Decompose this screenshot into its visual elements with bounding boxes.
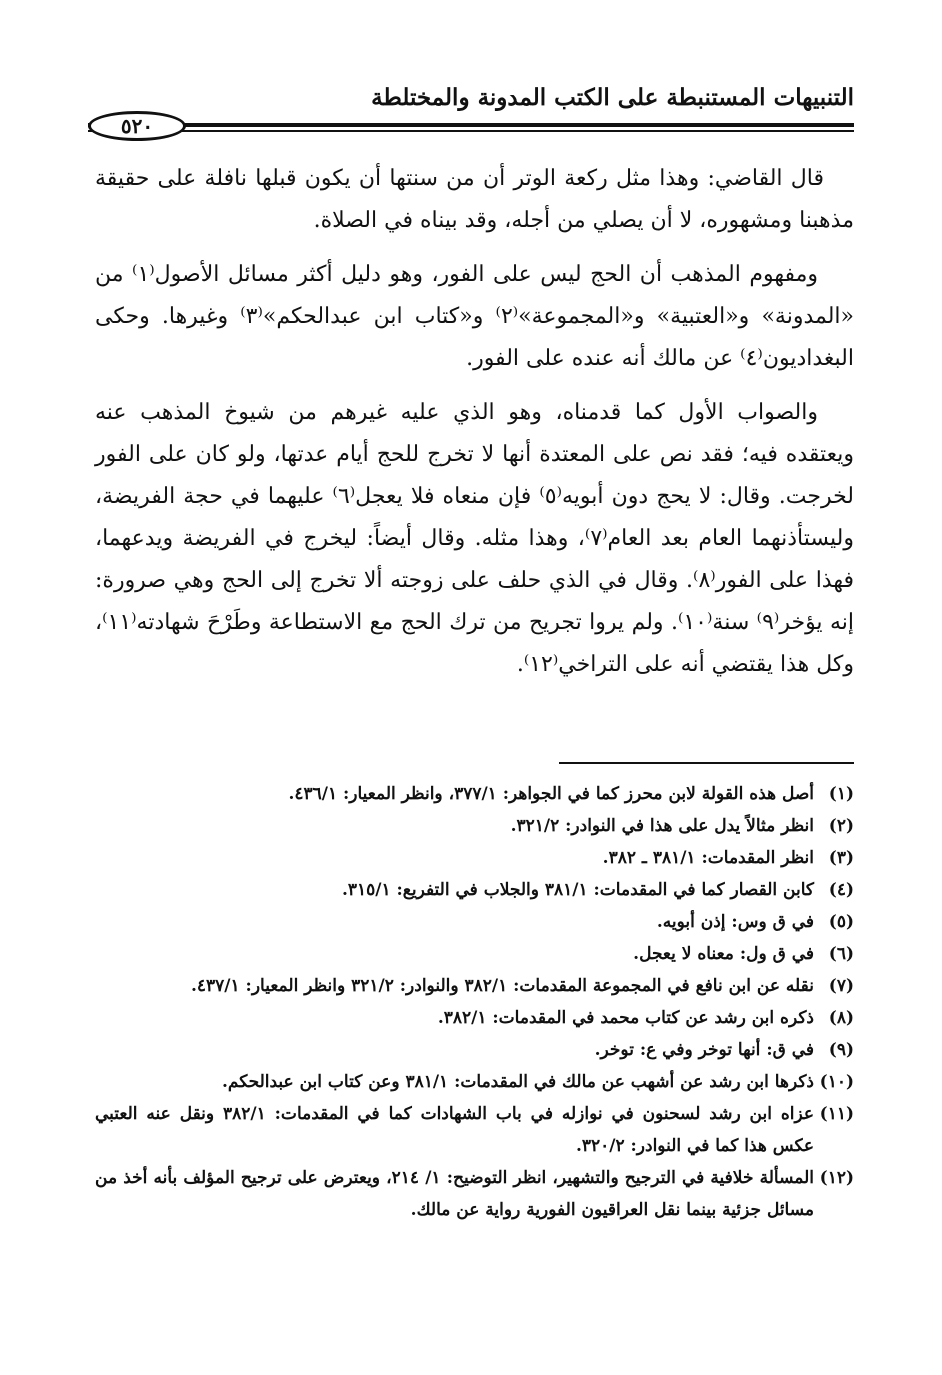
running-title: التنبيهات المستنبطة على الكتب المدونة والمختلطة xyxy=(371,84,854,111)
footnote xyxy=(95,906,854,938)
footnote-number: (٣) xyxy=(828,848,854,868)
footnote xyxy=(95,1002,854,1034)
footnote xyxy=(95,1098,854,1162)
header-rule-thin xyxy=(88,130,854,132)
footnote-text: في ق وس: إذن أبويه. xyxy=(656,912,814,932)
footnote xyxy=(95,1162,854,1226)
footnote xyxy=(95,842,854,874)
footnote-number: (٩) xyxy=(828,1040,854,1060)
footnote-number: (١٢) xyxy=(819,1168,854,1188)
paragraph: قال القاضي: وهذا مثل ركعة الوتر أن من سنتها أن يكون قبلها نافلة على حقيقة مذهبنا ومشهوره، لا أن يصلي من أجله، وقد بيناه في الصلاة. xyxy=(95,166,854,233)
footnote xyxy=(95,874,854,906)
footnote-divider xyxy=(559,762,854,764)
footnote-text: أصل هذه القولة لابن محرز كما في الجواهر: ٣٧٧/١، وانظر المعيار: ٤٣٦/١. xyxy=(288,784,814,804)
footnote-text: عزاه ابن رشد لسحنون في نوازله في باب الشهادات كما في المقدمات: ٣٨٢/١ ونقل عنه العتبي عكس هذا كما في النوادر: ٣٢٠/٢. xyxy=(95,1104,814,1156)
footnote-text: كابن القصار كما في المقدمات: ٣٨١/١ والجلاب في التفريع: ٣١٥/١. xyxy=(341,880,814,900)
footnote-text: انظر مثالاً يدل على هذا في النوادر: ٣٢١/٢. xyxy=(510,816,814,836)
footnote-number: (١٠) xyxy=(819,1072,854,1092)
main-text xyxy=(95,158,854,698)
footnote-number: (١) xyxy=(828,784,854,804)
paragraph: ومفهوم المذهب أن الحج ليس على الفور، وهو دليل أكثر مسائل الأصول⁽١⁾ من «المدونة» و«العتبية» و«المجموعة»⁽٢⁾ و«كتاب ابن عبدالحكم»⁽٣⁾ وغيرها. وحكى البغداديون⁽٤⁾ عن مالك أنه عنده على الفور. xyxy=(95,262,854,371)
footnote xyxy=(95,938,854,970)
page-number: ٥٢٠ xyxy=(88,111,186,141)
footnote-number: (١١) xyxy=(819,1104,854,1124)
footnote xyxy=(95,970,854,1002)
footnote xyxy=(95,1034,854,1066)
footnote xyxy=(95,778,854,810)
footnote-number: (٤) xyxy=(828,880,854,900)
footnote-text: ذكرها ابن رشد عن أشهب عن مالك في المقدمات: ٣٨١/١ وعن كتاب ابن عبدالحكم. xyxy=(221,1072,814,1092)
footnote xyxy=(95,810,854,842)
paragraph: والصواب الأول كما قدمناه، وهو الذي عليه غيرهم من شيوخ المذهب عنه ويعتقده فيه؛ فقد نص على المعتدة أنها لا تخرج للحج أيام عدتها، ولو كان على الفور لخرجت. وقال: لا يحج دون أبويه⁽٥⁾ فإن منعاه فلا يعجل⁽٦⁾ عليهما في حجة الفريضة، وليستأذنهما العام بعد العام⁽٧⁾، وهذا مثله. وقال أيضاً: ليخرج في الفريضة ويدعهما، فهذا على الفور⁽٨⁾. وقال في الذي حلف على زوجته ألا تخرج إلى الحج وهي صرورة: إنه يؤخر⁽٩⁾ سنة⁽١٠⁾. ولم يروا تجريح من ترك الحج مع الاستطاعة وطَرْحَ شهادته⁽١١⁾، وكل هذا يقتضي أنه على التراخي⁽١٢⁾. xyxy=(95,400,855,677)
footnote-number: (٢) xyxy=(828,816,854,836)
footnote-text: انظر المقدمات: ٣٨١/١ ـ ٣٨٢. xyxy=(602,848,814,868)
footnote-text: في ق: أنها توخر وفي ع: توخر. xyxy=(594,1040,814,1060)
footnote-text: ذكره ابن رشد عن كتاب محمد في المقدمات: ٣٨٢/١. xyxy=(437,1008,814,1028)
header-rule-thick xyxy=(88,123,854,127)
footnote-number: (٧) xyxy=(828,976,854,996)
footnote-text: نقله عن ابن نافع في المجموعة المقدمات: ٣٨٢/١ والنوادر: ٣٢١/٢ وانظر المعيار: ٤٣٧/١. xyxy=(190,976,814,996)
page-header xyxy=(88,78,854,148)
footnotes xyxy=(95,778,854,1226)
footnote-number: (٥) xyxy=(828,912,854,932)
footnote-number: (٨) xyxy=(828,1008,854,1028)
footnote xyxy=(95,1066,854,1098)
footnote-number: (٦) xyxy=(828,944,854,964)
footnote-text: في ق ول: معناه لا يعجل. xyxy=(633,944,814,964)
footnote-text: المسألة خلافية في الترجيح والتشهير، انظر التوضيح: ١/ ٢١٤، ويعترض على ترجيح المؤلف بأنه أخذ من مسائل جزئية بينما نقل العراقيون الفورية رواية عن مالك. xyxy=(95,1168,814,1220)
